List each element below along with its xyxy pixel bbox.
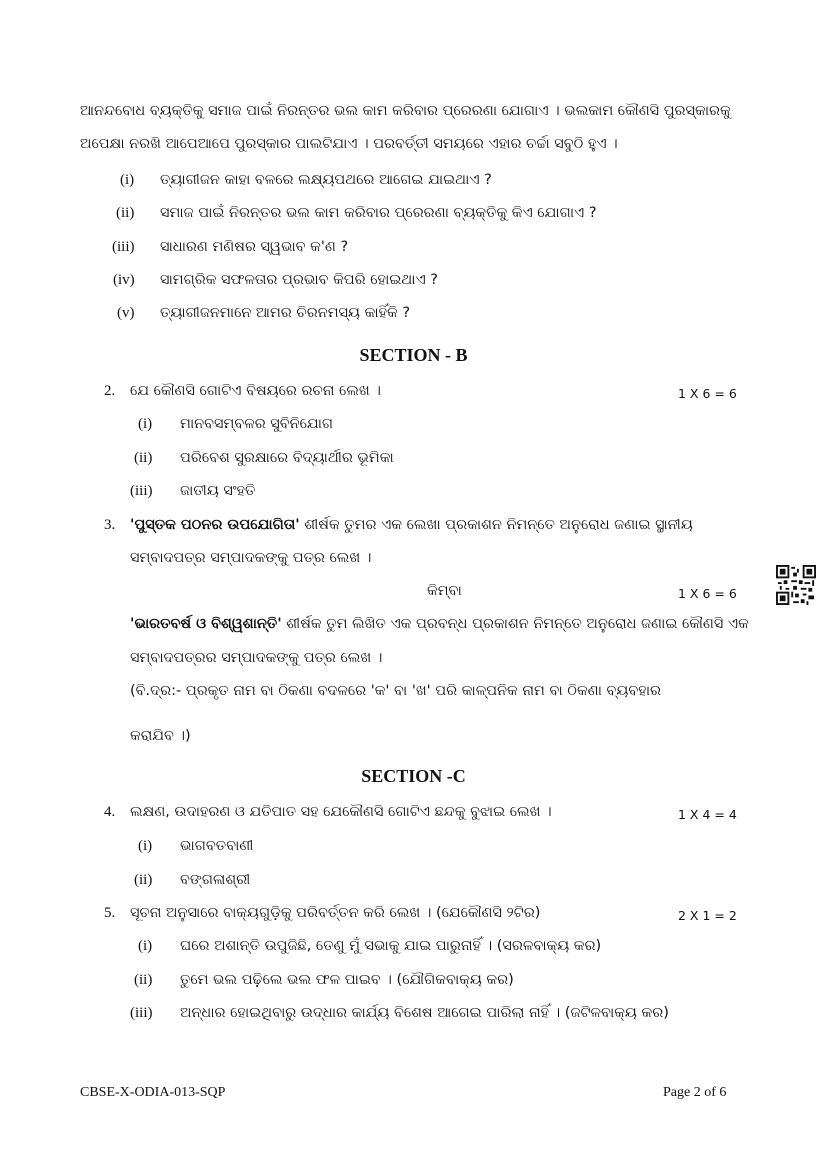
q3-line-4: ସମ୍ବାଦପତ୍ରର ସମ୍ପାଦକଙ୍କୁ ପତ୍ର ଲେଖ । [130, 650, 383, 666]
q3-or: କିମ୍ବା [427, 583, 462, 599]
q4-i-text: ଭାଗବତବାଣୀ [180, 838, 254, 854]
footer-paper-code: CBSE-X-ODIA-013-SQP [80, 1085, 226, 1100]
q1-ii-text: ସମାଜ ପାଇଁ ନିରନ୍ତର ଭଲ କାମ କରିବାର ପ୍ରେରଣା ବ୍ୟକ୍ତିକୁ କିଏ ଯୋଗାଏ ? [160, 205, 597, 221]
q3-line-1 [130, 517, 693, 533]
q3-num: 3. [104, 517, 116, 533]
q2-iii-text: ଜାତୀୟ ସଂହତି [180, 483, 256, 499]
q5-ii-num: (ii) [134, 972, 153, 988]
q3-line-3-rest: ଶୀର୍ଷକ ତୁମ ଲିଖିତ ଏକ ପ୍ରବନ୍ଧ ପ୍ରକାଶନ ନିମନ୍ତେ ଅନୁରୋଧ ଜଣାଇ କୌଣସି ଏକ [281, 616, 749, 632]
q2-marks: 1 X 6 = 6 [678, 386, 737, 401]
footer-page-number: Page 2 of 6 [663, 1085, 727, 1100]
q3-line-2: ସମ୍ବାଦପତ୍ର ସମ୍ପାଦକଙ୍କୁ ପତ୍ର ଲେଖ । [130, 550, 372, 566]
q5-text: ସୂଚନା ଅନୁସାରେ ବାକ୍ୟଗୁଡ଼ିକୁ ପରିବର୍ତ୍ତନ କରି ଲେଖ । (ଯେକୌଣସି ୨ଟିର) [130, 905, 541, 921]
q2-iii-num: (iii) [130, 483, 153, 499]
q3-marks: 1 X 6 = 6 [678, 586, 737, 601]
q1-iv-text: ସାମଗ୍ରିକ ସଫଳତାର ପ୍ରଭାବ କିପରି ହୋଇଥାଏ ? [160, 272, 438, 288]
q3-topic-1: 'ପୁସ୍ତକ ପଠନର ଉପଯୋଗିତା' [130, 517, 300, 533]
q2-num: 2. [104, 383, 116, 399]
q2-i-num: (i) [138, 416, 153, 432]
q5-marks: 2 X 1 = 2 [678, 908, 737, 923]
section-c-heading: SECTION -C [361, 766, 466, 786]
q1-iii-num: (iii) [112, 239, 135, 255]
q4-marks: 1 X 4 = 4 [678, 807, 737, 822]
q2-ii-text: ପରିବେଶ ସୁରକ୍ଷାରେ ବିଦ୍ୟାର୍ଥୀର ଭୂମିକା [180, 450, 394, 466]
q4-text: ଲକ୍ଷଣ, ଉଦାହରଣ ଓ ଯତିପାତ ସହ ଯେକୌଣସି ଗୋଟିଏ ଛନ୍ଦକୁ ବୁଝାଇ ଲେଖ । [130, 804, 552, 820]
q4-i-num: (i) [138, 838, 153, 854]
q1-i-text: ତ୍ୟାଗୀଜନ କାହା ବଳରେ ଲକ୍ଷ୍ୟପଥରେ ଆଗେଇ ଯାଇଥାଏ ? [160, 172, 492, 188]
qr-code [776, 565, 816, 605]
passage-line-1: ଆନନ୍ଦବୋଧ ବ୍ୟକ୍ତିକୁ ସମାଜ ପାଇଁ ନିରନ୍ତର ଭଲ କାମ କରିବାର ପ୍ରେରଣା ଯୋଗାଏ । ଭଲକାମ କୌଣସି ପୁରସ୍କାରକୁ [80, 103, 731, 119]
q5-i-num: (i) [138, 938, 153, 954]
q5-iii-text: ଅନ୍ଧାର ହୋଇଥିବାରୁ ଉଦ୍ଧାର କାର୍ଯ୍ୟ ବିଶେଷ ଆଗେଇ ପାରିଲା ନାହିଁ । (ଜଟିଳବାକ୍ୟ କର) [180, 1005, 669, 1021]
q1-iii-text: ସାଧାରଣ ମଣିଷର ସ୍ୱଭାବ କ'ଣ ? [160, 239, 349, 255]
q2-text: ଯେ କୌଣସି ଗୋଟିଏ ବିଷୟରେ ରଚନା ଲେଖ । [130, 383, 381, 399]
section-b-heading: SECTION - B [359, 345, 468, 365]
q1-v-text: ତ୍ୟାଗୀଜନମାନେ ଆମର ଚିରନମସ୍ୟ କାହିଁକି ? [160, 305, 411, 321]
q1-v-num: (v) [117, 305, 135, 321]
q5-ii-text: ତୁମେ ଭଲ ପଢ଼ିଲେ ଭଲ ଫଳ ପାଇବ । (ଯୌଗିକବାକ୍ୟ କର) [180, 972, 514, 988]
q1-ii-num: (ii) [116, 205, 135, 221]
q3-note-2: କରାଯିବ ।) [130, 728, 191, 744]
q3-note-1: (ବି.ଦ୍ର:- ପ୍ରକୃତ ନାମ ବା ଠିକଣା ବଦଳରେ 'କ' ବା 'ଖ' ପରି କାଳ୍ପନିକ ନାମ ବା ଠିକଣା ବ୍ୟବହାର [130, 683, 662, 699]
q3-line-3 [130, 616, 749, 632]
q1-iv-num: (iv) [113, 272, 135, 288]
q2-ii-num: (ii) [134, 450, 153, 466]
q5-iii-num: (iii) [130, 1005, 153, 1021]
passage-line-2: ଅପେକ୍ଷା ନରଖି ଆପେଆପେ ପୁରସ୍କାର ପାଲଟିଯାଏ । ପରବର୍ତ୍ତୀ ସମୟରେ ଏହାର ଚର୍ଚ୍ଚା ସବୁଠି ହୁଏ । [80, 136, 618, 152]
q2-i-text: ମାନବସମ୍ବଳର ସୁବିନିଯୋଗ [180, 416, 334, 432]
q5-i-text: ଘରେ ଅଶାନ୍ତି ଉପୁଜିଛି, ତେଣୁ ମୁଁ ସଭାକୁ ଯାଇ ପାରୁନାହିଁ । (ସରଳବାକ୍ୟ କର) [180, 938, 602, 954]
q4-num: 4. [104, 804, 116, 820]
q5-num: 5. [104, 905, 116, 921]
q3-topic-2: 'ଭାରତବର୍ଷ ଓ ବିଶ୍ୱଶାନ୍ତି' [130, 616, 282, 632]
q1-i-num: (i) [120, 172, 135, 188]
q4-ii-num: (ii) [134, 872, 153, 888]
q4-ii-text: ବଙ୍ଗଳାଶ୍ରୀ [180, 872, 251, 888]
q3-line-1-rest: ଶୀର୍ଷକ ତୁମର ଏକ ଲେଖା ପ୍ରକାଶନ ନିମନ୍ତେ ଅନୁରୋଧ ଜଣାଇ ସ୍ଥାନୀୟ [299, 517, 693, 533]
